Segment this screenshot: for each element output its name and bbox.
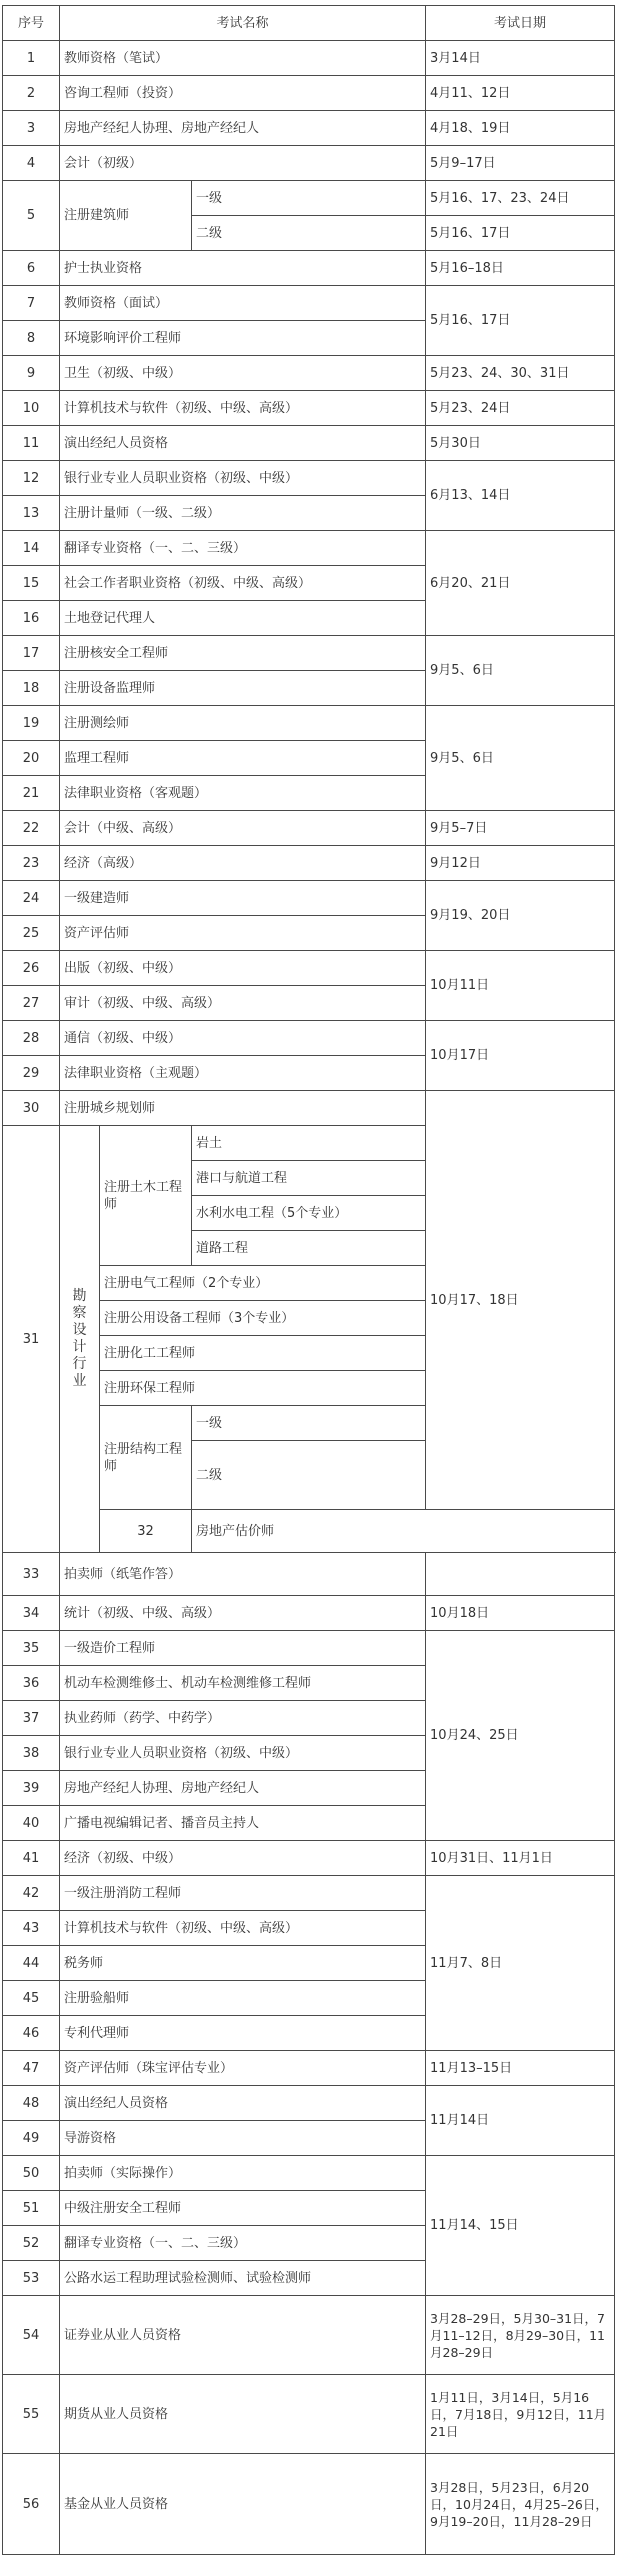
- row-no: 22: [3, 811, 60, 846]
- exam-date: 9月12日: [426, 846, 615, 881]
- exam-name: 通信（初级、中级）: [60, 1021, 426, 1056]
- exam-name: 拍卖师（实际操作）: [60, 2156, 426, 2191]
- exam-name: 注册设备监理师: [60, 671, 426, 706]
- table-row: [3, 811, 615, 846]
- exam-name: 注册城乡规划师: [60, 1091, 426, 1126]
- row-no: 14: [3, 531, 60, 566]
- table-row: [3, 146, 615, 181]
- table-row: [3, 2086, 615, 2121]
- row-no: 43: [3, 1911, 60, 1946]
- table-row: [3, 461, 615, 496]
- exam-name: 会计（初级）: [60, 146, 426, 181]
- exam-sub-major: 港口与航道工程: [192, 1161, 426, 1196]
- exam-name-chemical: 注册化工工程师: [100, 1336, 426, 1371]
- exam-name: 翻译专业资格（一、二、三级）: [60, 2226, 426, 2261]
- exam-name: 法律职业资格（主观题）: [60, 1056, 426, 1091]
- row-no: 23: [3, 846, 60, 881]
- exam-name: 公路水运工程助理试验检测师、试验检测师: [60, 2261, 426, 2296]
- exam-name: 房地产估价师: [192, 1510, 615, 1553]
- row-no: 27: [3, 986, 60, 1021]
- exam-name: 拍卖师（纸笔作答）: [60, 1553, 426, 1596]
- table-row: [3, 531, 615, 566]
- exam-date: 11月14、15日: [426, 2156, 615, 2296]
- exam-sub-major: 水利水电工程（5个专业）: [192, 1196, 426, 1231]
- exam-name: 资产评估师（珠宝评估专业）: [60, 2051, 426, 2086]
- header-date: 考试日期: [426, 6, 615, 41]
- table-row: [3, 2156, 615, 2191]
- row-no: 2: [3, 76, 60, 111]
- exam-name-utility: 注册公用设备工程师（3个专业）: [100, 1301, 426, 1336]
- row-no: 7: [3, 286, 60, 321]
- table-row: [3, 1091, 615, 1126]
- exam-name: 土地登记代理人: [60, 601, 426, 636]
- table-row: [3, 1876, 615, 1911]
- exam-date: 5月30日: [426, 426, 615, 461]
- exam-date: 11月7、8日: [426, 1876, 615, 2051]
- row-no: 11: [3, 426, 60, 461]
- row-no: 8: [3, 321, 60, 356]
- table-row: [3, 2375, 615, 2454]
- row-no: 30: [3, 1091, 60, 1126]
- exam-date: 5月9–17日: [426, 146, 615, 181]
- table-header-row: [3, 6, 615, 41]
- row-no: 3: [3, 111, 60, 146]
- exam-name-environment: 注册环保工程师: [100, 1371, 426, 1406]
- exam-date: 11月13–15日: [426, 2051, 615, 2086]
- exam-name: 专利代理师: [60, 2016, 426, 2051]
- exam-name: 教师资格（面试）: [60, 286, 426, 321]
- exam-sub-level: 二级: [192, 216, 426, 251]
- group-label-survey-design: [60, 1126, 100, 1553]
- exam-name: 注册验船师: [60, 1981, 426, 2016]
- exam-date: 10月17、18日: [426, 1091, 615, 1510]
- exam-name: 演出经纪人员资格: [60, 426, 426, 461]
- exam-name: 注册建筑师: [60, 181, 192, 251]
- exam-date: 1月11日，3月14日，5月16日，7月18日，9月12日，11月21日: [426, 2375, 615, 2454]
- exam-date: 10月18日: [426, 1596, 615, 1631]
- exam-name: 导游资格: [60, 2121, 426, 2156]
- row-no: 17: [3, 636, 60, 671]
- exam-sub-major: 道路工程: [192, 1231, 426, 1266]
- row-no: 20: [3, 741, 60, 776]
- exam-name: 出版（初级、中级）: [60, 951, 426, 986]
- table-row: [3, 1553, 615, 1596]
- exam-name: 广播电视编辑记者、播音员主持人: [60, 1806, 426, 1841]
- row-no: 6: [3, 251, 60, 286]
- row-no: 18: [3, 671, 60, 706]
- row-no: 56: [3, 2454, 60, 2555]
- table-row: [3, 2454, 615, 2555]
- exam-date: 9月5、6日: [426, 706, 615, 811]
- row-no: 45: [3, 1981, 60, 2016]
- exam-name: 一级注册消防工程师: [60, 1876, 426, 1911]
- exam-name: 税务师: [60, 1946, 426, 1981]
- table-row: [3, 251, 615, 286]
- exam-name: 咨询工程师（投资）: [60, 76, 426, 111]
- exam-name: 教师资格（笔试）: [60, 41, 426, 76]
- exam-name: 期货从业人员资格: [60, 2375, 426, 2454]
- exam-name: 执业药师（药学、中药学）: [60, 1701, 426, 1736]
- table-row: [3, 111, 615, 146]
- row-no: 10: [3, 391, 60, 426]
- exam-date: 3月14日: [426, 41, 615, 76]
- row-no: 32: [100, 1510, 192, 1553]
- exam-date: 5月16、17、23、24日: [426, 181, 615, 216]
- table-row: [3, 41, 615, 76]
- exam-name: 翻译专业资格（一、二、三级）: [60, 531, 426, 566]
- exam-name: 护士执业资格: [60, 251, 426, 286]
- row-no: 46: [3, 2016, 60, 2051]
- exam-date: 10月24、25日: [426, 1631, 615, 1841]
- row-no: 12: [3, 461, 60, 496]
- table-row: [3, 2296, 615, 2375]
- row-no: 26: [3, 951, 60, 986]
- table-row: [3, 426, 615, 461]
- exam-name: 中级注册安全工程师: [60, 2191, 426, 2226]
- table-row: [3, 881, 615, 916]
- row-no: 31: [3, 1126, 60, 1553]
- exam-date: 9月5、6日: [426, 636, 615, 706]
- table-row: [3, 1841, 615, 1876]
- row-no: 21: [3, 776, 60, 811]
- row-no: 40: [3, 1806, 60, 1841]
- table-row: [3, 181, 615, 216]
- exam-name: 机动车检测维修士、机动车检测维修工程师: [60, 1666, 426, 1701]
- row-no: 15: [3, 566, 60, 601]
- exam-name-structural: 注册结构工程师: [100, 1406, 192, 1510]
- exam-name: 注册计量师（一级、二级）: [60, 496, 426, 531]
- exam-date: 5月23、24日: [426, 391, 615, 426]
- exam-name-electrical: 注册电气工程师（2个专业）: [100, 1266, 426, 1301]
- exam-name: 卫生（初级、中级）: [60, 356, 426, 391]
- exam-schedule-table: [2, 5, 615, 2555]
- exam-name: 会计（中级、高级）: [60, 811, 426, 846]
- exam-name: 一级造价工程师: [60, 1631, 426, 1666]
- table-row: [3, 356, 615, 391]
- row-no: 34: [3, 1596, 60, 1631]
- row-no: 28: [3, 1021, 60, 1056]
- exam-name-civil: 注册土木工程师: [100, 1126, 192, 1266]
- table-row: [3, 846, 615, 881]
- row-no: 1: [3, 41, 60, 76]
- row-no: 4: [3, 146, 60, 181]
- exam-date: 4月11、12日: [426, 76, 615, 111]
- exam-name: 经济（高级）: [60, 846, 426, 881]
- row-no: 50: [3, 2156, 60, 2191]
- row-no: 42: [3, 1876, 60, 1911]
- exam-name: 经济（初级、中级）: [60, 1841, 426, 1876]
- row-no: 16: [3, 601, 60, 636]
- exam-sub-major: 岩土: [192, 1126, 426, 1161]
- header-name: 考试名称: [60, 6, 426, 41]
- group-label-text: 勘察设计行业: [72, 1288, 87, 1389]
- row-no: 41: [3, 1841, 60, 1876]
- exam-name: 计算机技术与软件（初级、中级、高级）: [60, 391, 426, 426]
- exam-date: 5月16、17日: [426, 286, 615, 356]
- row-no: 29: [3, 1056, 60, 1091]
- exam-name: 法律职业资格（客观题）: [60, 776, 426, 811]
- table-row: [3, 636, 615, 671]
- exam-sub-level: 一级: [192, 1406, 426, 1441]
- table-row: [3, 1596, 615, 1631]
- exam-name: 注册核安全工程师: [60, 636, 426, 671]
- exam-date: 5月16、17日: [426, 216, 615, 251]
- exam-name: 资产评估师: [60, 916, 426, 951]
- exam-date: 10月31日、11月1日: [426, 1841, 615, 1876]
- row-no: 44: [3, 1946, 60, 1981]
- exam-name: 银行业专业人员职业资格（初级、中级）: [60, 1736, 426, 1771]
- table-row: [3, 951, 615, 986]
- exam-date: 9月5–7日: [426, 811, 615, 846]
- exam-date: 10月17日: [426, 1021, 615, 1091]
- exam-sub-level: 一级: [192, 181, 426, 216]
- exam-name: 银行业专业人员职业资格（初级、中级）: [60, 461, 426, 496]
- row-no: 47: [3, 2051, 60, 2086]
- row-no: 35: [3, 1631, 60, 1666]
- table-row: [3, 706, 615, 741]
- exam-date: 3月28–29日，5月30–31日，7月11–12日，8月29–30日，11月28–29日: [426, 2296, 615, 2375]
- exam-name: 社会工作者职业资格（初级、中级、高级）: [60, 566, 426, 601]
- row-no: 49: [3, 2121, 60, 2156]
- table-row: [3, 1021, 615, 1056]
- row-no: 54: [3, 2296, 60, 2375]
- exam-date: 5月23、24、30、31日: [426, 356, 615, 391]
- exam-sub-level: 二级: [192, 1441, 426, 1510]
- row-no: 36: [3, 1666, 60, 1701]
- exam-date: 6月20、21日: [426, 531, 615, 636]
- exam-name: 基金从业人员资格: [60, 2454, 426, 2555]
- row-no: 53: [3, 2261, 60, 2296]
- exam-date: 5月16–18日: [426, 251, 615, 286]
- row-no: 19: [3, 706, 60, 741]
- exam-date: 6月13、14日: [426, 461, 615, 531]
- row-no: 13: [3, 496, 60, 531]
- row-no: 55: [3, 2375, 60, 2454]
- header-no: 序号: [3, 6, 60, 41]
- row-no: 5: [3, 181, 60, 251]
- exam-name: 监理工程师: [60, 741, 426, 776]
- exam-date: 3月28日，5月23日，6月20日，10月24日，4月25–26日，9月19–20日，11月28–29日: [426, 2454, 615, 2555]
- exam-name: 计算机技术与软件（初级、中级、高级）: [60, 1911, 426, 1946]
- exam-name: 演出经纪人员资格: [60, 2086, 426, 2121]
- exam-name: 审计（初级、中级、高级）: [60, 986, 426, 1021]
- table-row: [3, 286, 615, 321]
- row-no: 38: [3, 1736, 60, 1771]
- exam-date: 10月11日: [426, 951, 615, 1021]
- row-no: 52: [3, 2226, 60, 2261]
- row-no: 24: [3, 881, 60, 916]
- row-no: 25: [3, 916, 60, 951]
- row-no: 51: [3, 2191, 60, 2226]
- exam-name: 统计（初级、中级、高级）: [60, 1596, 426, 1631]
- table-row: [3, 391, 615, 426]
- exam-name: 注册测绘师: [60, 706, 426, 741]
- table-row: [3, 1631, 615, 1666]
- exam-name: 房地产经纪人协理、房地产经纪人: [60, 111, 426, 146]
- table-row: [3, 2051, 615, 2086]
- exam-name: 证券业从业人员资格: [60, 2296, 426, 2375]
- row-no: 9: [3, 356, 60, 391]
- exam-date: 9月19、20日: [426, 881, 615, 951]
- exam-date: 4月18、19日: [426, 111, 615, 146]
- table-row: [3, 76, 615, 111]
- exam-name: 房地产经纪人协理、房地产经纪人: [60, 1771, 426, 1806]
- row-no: 37: [3, 1701, 60, 1736]
- exam-date: 11月14日: [426, 2086, 615, 2156]
- row-no: 48: [3, 2086, 60, 2121]
- row-no: 39: [3, 1771, 60, 1806]
- exam-name: 环境影响评价工程师: [60, 321, 426, 356]
- row-no: 33: [3, 1553, 60, 1596]
- exam-name: 一级建造师: [60, 881, 426, 916]
